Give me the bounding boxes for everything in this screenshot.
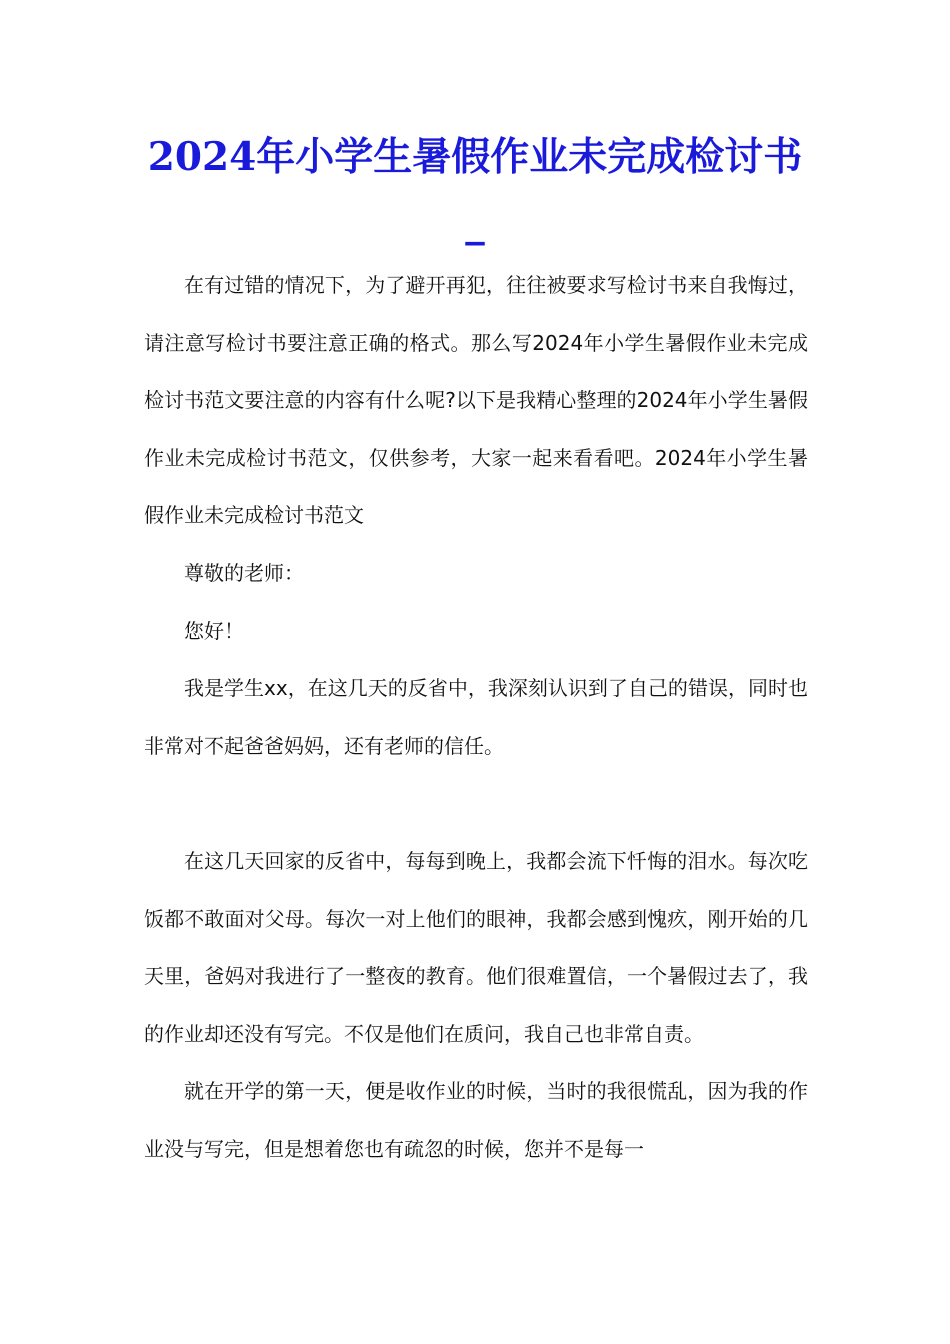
paragraph-salutation: 尊敬的老师： [184,560,304,585]
paragraph-first-day: 就在开学的第一天，便是收作业的时候，当时的我很慌乱，因为我的作业没与写完，但是想着您也有疏忽的时候，您并不是每一 [144,1079,808,1161]
paragraph-self-introduction: 我是学生xx，在这几天的反省中，我深刻认识到了自己的错误，同时也非常对不起爸爸妈妈，还有老师的信任。 [144,676,808,758]
paragraph-intro: 在有过错的情况下，为了避开再犯，往往被要求写检讨书来自我悔过，请注意写检讨书要注意正确的格式。那么写2024年小学生暑假作业未完成检讨书范文要注意的内容有什么呢?以下是我精心整理的2024年小学生暑假作业未完成检讨书范文，仅供参考，大家一起来看看吧。2024年小学生暑假作业未完成检讨书范文 [144,273,808,528]
document-title: 2024年小学生暑假作业未完成检讨书_ [147,134,803,246]
paragraph-reflection: 在这几天回家的反省中，每每到晚上，我都会流下忏悔的泪水。每次吃饭都不敢面对父母。每次一对上他们的眼神，我都会感到愧疚，刚开始的几天里，爸妈对我进行了一整夜的教育。他们很难置信，一个暑假过去了，我的作业却还没有写完。不仅是他们在质问，我自己也非常自责。 [144,848,808,1046]
paragraph-greeting: 您好！ [184,618,244,643]
document-body [144,257,808,1179]
